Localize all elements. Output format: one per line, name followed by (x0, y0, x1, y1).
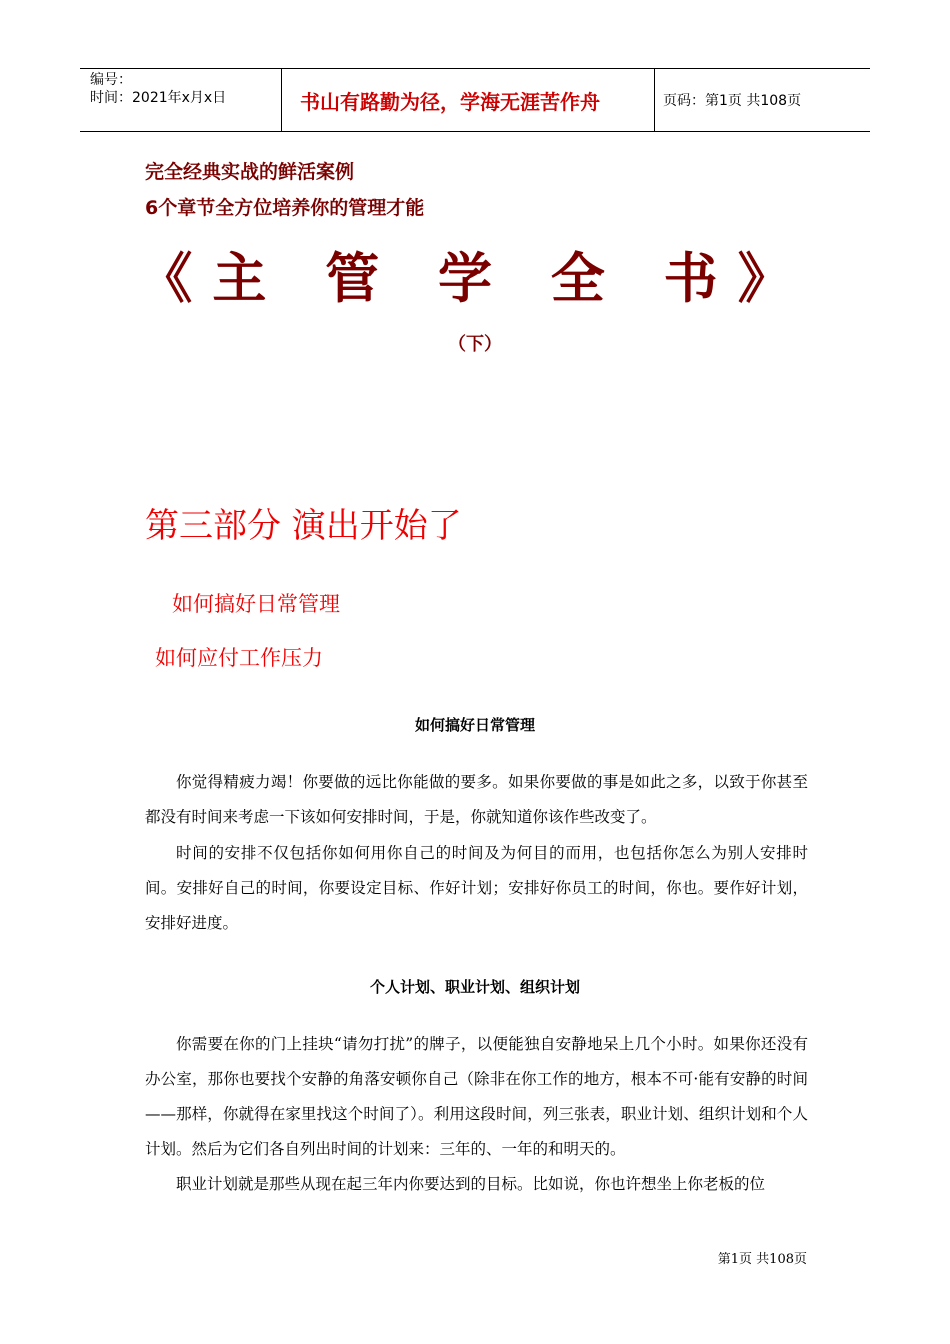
number-label: 编号： (90, 72, 132, 88)
volume-label: （下） (448, 334, 502, 355)
section-title: 如何搞好日常管理 (414, 716, 535, 734)
header-motto: 书山有路勤为径，学海无涯苦作舟 (282, 69, 655, 131)
section-title: 个人计划、职业计划、组织计划 (369, 978, 580, 996)
book-title: 《主 管 学 全 书》 (138, 247, 812, 310)
paragraph: 你觉得精疲力竭！你要做的远比你能做的要多。如果你要做的事是如此之多，以致于你甚至都没有时间来考虑一下该如何安排时间，于是，你就知道你该作些改变了。 (145, 773, 808, 826)
slogan-2: 6个章节全方位培养你的管理才能 (145, 197, 425, 219)
time-label: 时间：2021年x月x日 (90, 90, 227, 106)
part-title: 第三部分 演出开始了 (145, 506, 462, 546)
paragraph: 职业计划就是那些从现在起三年内你要达到的目标。比如说，你也许想坐上你老板的位 (176, 1175, 766, 1193)
paragraph: 时间的安排不仅包括你如何用你自己的时间及为何目的而用，也包括你怎么为别人安排时间。安排好自己的时间，你要设定目标、作好计划；安排好你员工的时间，你也。要作好计划，安排好进度。 (145, 844, 808, 932)
page-footer: 第1页 共108页 (717, 1252, 807, 1267)
header-page-info: 页码：第1页 共108页 (663, 93, 802, 109)
paragraph: 你需要在你的门上挂块“请勿打扰”的牌子，以便能独自安静地呆上几个小时。如果你还没有办公室，那你也要找个安静的角落安顿你自己（除非在你工作的地方，根本不可·能有安静的时间——那样，你就得在家里找这个时间了）。利用这段时间，列三张表，职业计划、组织计划和个人计划。然后为它们各自列出时间的计划来：三年的、一年的和明天的。 (145, 1035, 808, 1158)
subtitle-2: 如何应付工作压力 (155, 646, 323, 670)
header-meta (80, 69, 282, 131)
subtitle-1: 如何搞好日常管理 (172, 592, 340, 616)
document-header (80, 68, 870, 132)
slogan-1: 完全经典实战的鲜活案例 (145, 161, 355, 183)
